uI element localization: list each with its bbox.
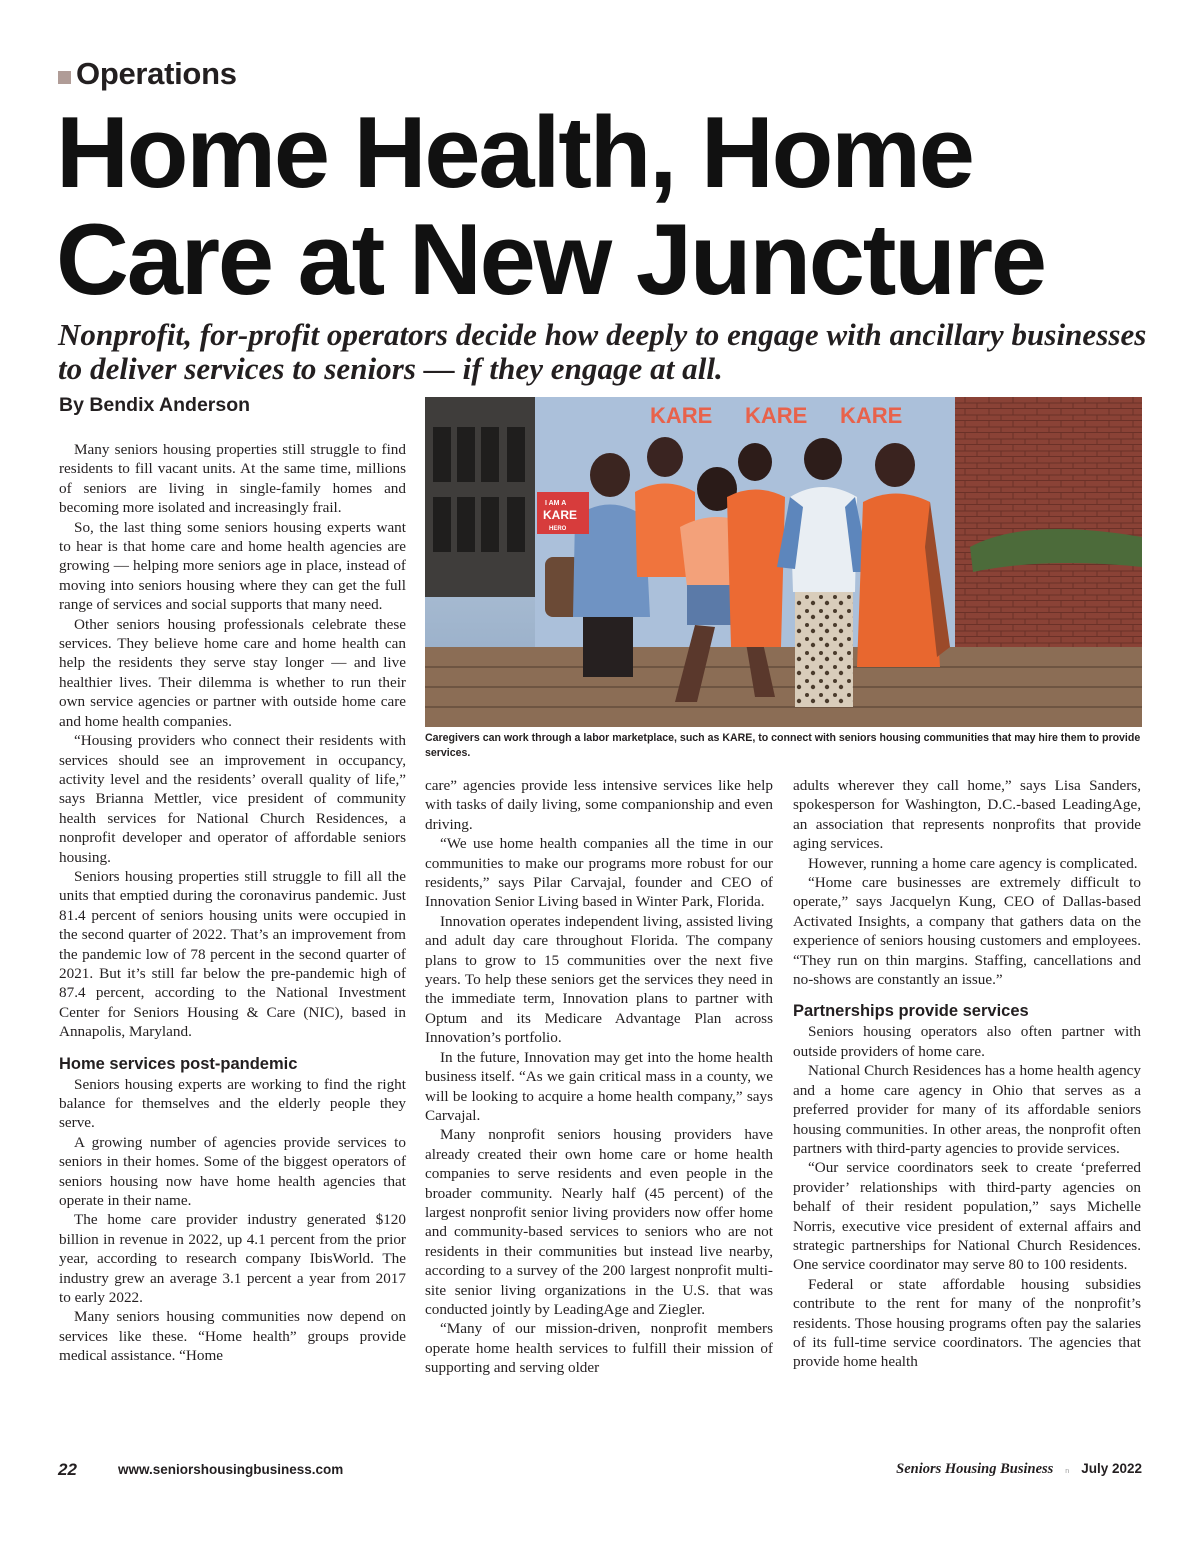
paragraph: care” agencies provide less intensive services like help with tasks of daily living, some companionship and even driving. <box>425 777 773 833</box>
paragraph: Other seniors housing professionals celebrate these services. They believe home care and home health can help the residents they serve stay longer — and live healthier lives. Their dilemma is whether to run their own service agencies or partner with outside home care and home health companies. <box>59 615 406 730</box>
footer-url-link[interactable]: www.seniorshousingbusiness.com <box>118 1462 344 1477</box>
issue-date: July 2022 <box>1081 1461 1142 1476</box>
held-sign-top: I AM A <box>545 500 567 507</box>
paragraph: Many nonprofit seniors housing providers have already created their own home care or home health companies to serve residents and even people in the broader community. Nearly half (45 percent) of the largest nonprofit senior living providers now offer home and community-based services to seniors who are not residents in their communities but instead live nearby, according to a survey of the 200 largest nonprofit multi-site senior living organizations in the U.S. that was conducted jointly by LeadingAge and Ziegler. <box>425 1126 773 1318</box>
article-column-2 <box>425 776 773 1378</box>
footer-separator: n <box>1065 1468 1070 1475</box>
article-photo <box>425 397 1142 727</box>
page-number: 22 <box>58 1460 77 1479</box>
section-label: Operations <box>76 56 237 91</box>
publication-name: Seniors Housing Business <box>896 1461 1054 1477</box>
paragraph: Seniors housing operators also often partner with outside providers of home care. <box>793 1023 1141 1060</box>
paragraph: “Housing providers who connect their residents with services should see an improvement in occupancy, activity level and the residents’ overall quality of life,” says Brianna Mettler, vice president of community health services for National Church Residences, a nonprofit developer and operator of affordable seniors housing. <box>59 732 406 866</box>
held-sign-main: KARE <box>543 508 578 522</box>
held-sign-bottom: HERO <box>549 526 567 532</box>
paragraph: “Our service coordinators seek to create ‘preferred provider’ relationships with third-party agencies on behalf of their resident population,” says Michelle Norris, executive vice president of external affairs and strategic partnerships for National Church Residences. One service coordinator may serve 80 to 100 residents. <box>793 1159 1141 1274</box>
footer-publication-info <box>896 1461 1142 1478</box>
paragraph: National Church Residences has a home health agency and a home care agency in Ohio that serves as a preferred provider for many of its affordable seniors housing communities. In other areas, the nonprofit often partners with third-party agencies to provide services. <box>793 1062 1141 1157</box>
subheading: Home services post-pandemic <box>59 1054 298 1073</box>
paragraph: However, running a home care agency is complicated. <box>808 854 1138 872</box>
paragraph: Federal or state affordable housing subsidies contribute to the rent for many of the nonprofit’s residents. Those housing programs often pay the salaries of its full-time service coordinators. The agencies that provide home health <box>793 1275 1141 1371</box>
photo-caption: Caregivers can work through a labor marketplace, such as KARE, to connect with seniors housing communities that may hire them to provide services. <box>425 732 1141 759</box>
paragraph: Seniors housing experts are working to find the right balance for themselves and the elderly people they serve. <box>59 1075 406 1132</box>
photo-illustration <box>425 397 1142 727</box>
backdrop-kare-2: KARE <box>745 403 808 428</box>
section-tag <box>58 56 237 92</box>
article-headline: Home Health, Home Care at New Juncture <box>56 97 1045 316</box>
paragraph: Seniors housing properties still struggle to fill all the units that emptied during the coronavirus pandemic. Just 81.4 percent of seniors housing units were occupied in the second quarter of 2022. That’s an improvement from the pandemic low of 78 percent in the second quarter of 2021. But it’s still far below the pre-pandemic high of 87.4 percent, according to the National Investment Center for Seniors Housing & Care (NIC), based in Annapolis, Maryland. <box>59 867 406 1041</box>
paragraph: “Many of our mission-driven, nonprofit members operate home health services to fulfill their mission of supporting and serving older <box>425 1320 773 1377</box>
byline: By Bendix Anderson <box>59 394 251 416</box>
backdrop-kare-3: KARE <box>840 403 903 428</box>
paragraph: Many seniors housing properties still struggle to find residents to fill vacant units. At the same time, millions of seniors are living in single-family homes and becoming more isolated and increasingly frail. <box>59 441 406 517</box>
article-dek: Nonprofit, for-profit operators decide how deeply to engage with ancillary businesses to deliver services to seniors — if they engage at all. <box>58 317 1147 386</box>
paragraph: The home care provider industry generated $120 billion in revenue in 2022, up 4.1 percent from the prior year, according to research company IbisWorld. The industry grew an average 3.1 percent a year from 2017 to early 2022. <box>59 1211 406 1307</box>
backdrop-kare-1: KARE <box>650 403 713 428</box>
paragraph: “Home care businesses are extremely difficult to operate,” says Jacquelyn Kung, CEO of Dallas-based Activated Insights, a company that gathers data on the experience of seniors housing customers and employees. “They run on thin margins. Staffing, cancellations and no-shows are constantly an issue.” <box>793 874 1141 989</box>
paragraph: So, the last thing some seniors housing experts want to hear is that home care and home health agencies are growing — helping more seniors age in place, instead of moving into seniors housing where they can get the full range of services and social supports that many need. <box>59 518 406 614</box>
paragraph: A growing number of agencies provide services to seniors in their homes. Some of the biggest operators of seniors housing now have home health agencies that operate in their name. <box>59 1133 406 1210</box>
article-column-3 <box>793 776 1141 1372</box>
paragraph: “We use home health companies all the time in our communities to make our programs more robust for our residents,” says Pilar Carvajal, founder and CEO of Innovation Senior Living based in Winter Park, Florida. <box>425 835 773 911</box>
paragraph: In the future, Innovation may get into the home health business itself. “As we gain critical mass in a county, we will be looking to acquire a home health company,” says Carvajal. <box>425 1048 773 1124</box>
section-square-icon <box>58 71 71 84</box>
subheading: Partnerships provide services <box>793 1002 1029 1021</box>
paragraph: adults wherever they call home,” says Lisa Sanders, spokesperson for Washington, D.C.-based LeadingAge, an association that represents nonprofits that provide aging services. <box>793 777 1141 853</box>
article-column-1 <box>59 440 406 1366</box>
paragraph: Innovation operates independent living, assisted living and adult day care throughout Florida. The company plans to grow to 15 communities over the next five years. To help these seniors get the services they need in the immediate term, Innovation plans to partner with Optum and its Medicare Advantage Plan across Innovation’s portfolio. <box>425 912 773 1047</box>
paragraph: Many seniors housing communities now depend on services like these. “Home health” groups provide medical assistance. “Home <box>59 1308 406 1365</box>
